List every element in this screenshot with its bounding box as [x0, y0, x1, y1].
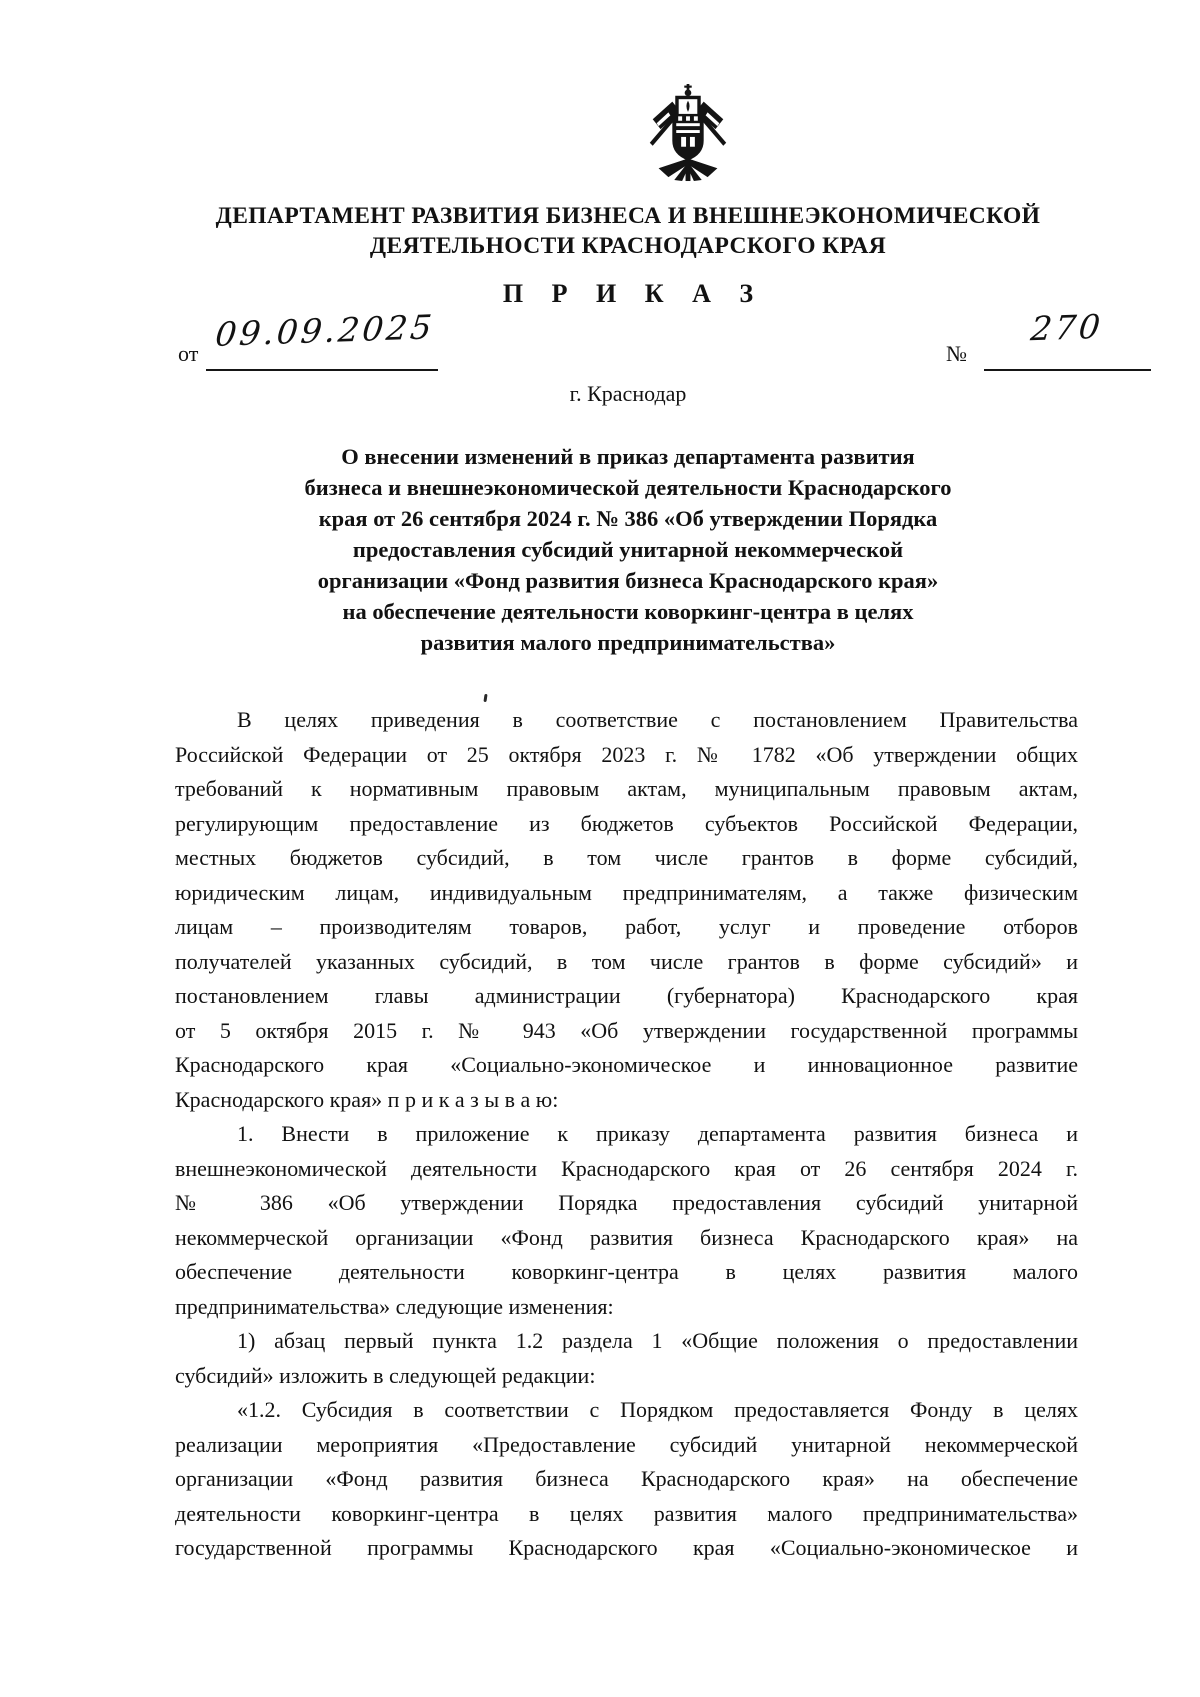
- org-name: [150, 201, 1106, 261]
- body-line: обеспечение деятельности коворкинг-центра в целях развития малого: [175, 1259, 1078, 1284]
- number-underline: [984, 369, 1151, 371]
- body-line: государственной программы Краснодарского края «Социально-экономическое и: [175, 1535, 1078, 1560]
- body-line: от 5 октября 2015 г. № 943 «Об утверждении государственной программы: [175, 1017, 1078, 1043]
- place-line: г. Краснодар: [569, 381, 687, 406]
- body-line: постановлением главы администрации (губернатора) Краснодарского края: [175, 983, 1078, 1008]
- body-line: № 386 «Об утверждении Порядка предоставления субсидий унитарной: [175, 1190, 1078, 1215]
- ink-speck: [483, 694, 487, 702]
- doc-type-title: П Р И К А З: [502, 279, 765, 308]
- body-line: организации «Фонд развития бизнеса Краснодарского края» на обеспечение: [175, 1466, 1078, 1491]
- body-line: 1) абзац первый пункта 1.2 раздела 1 «Общие положения о предоставлении: [237, 1328, 1078, 1353]
- date-prefix-label: от: [178, 341, 199, 366]
- subject-block: [150, 441, 1106, 658]
- body-line: местных бюджетов субсидий, в том числе грантов в форме субсидий,: [175, 845, 1078, 870]
- subject-line: бизнеса и внешнеэкономической деятельности Краснодарского: [304, 475, 952, 500]
- body-line: деятельности коворкинг-центра в целях развития малого предпринимательства»: [175, 1500, 1078, 1526]
- subject-line: края от 26 сентября 2024 г. № 386 «Об утверждении Порядка: [318, 506, 938, 531]
- body-line: В целях приведения в соответствие с постановлением Правительства: [237, 707, 1078, 732]
- body-line: требований к нормативным правовым актам, муниципальным правовым актам,: [175, 776, 1078, 801]
- subject-line: развития малого предпринимательства»: [420, 630, 836, 655]
- body-line: Российской Федерации от 25 октября 2023 г. № 1782 «Об утверждении общих: [175, 741, 1078, 767]
- body-line: Краснодарского края» п р и к а з ы в а ю:: [175, 1086, 559, 1112]
- body-line: «1.2. Субсидия в соответствии с Порядком предоставляется Фонду в целях: [237, 1397, 1078, 1422]
- org-name-line2: ДЕЯТЕЛЬНОСТИ КРАСНОДАРСКОГО КРАЯ: [369, 233, 887, 259]
- handwritten-date: 09.09.2025: [213, 307, 437, 354]
- body-line: некоммерческой организации «Фонд развития бизнеса Краснодарского края» на: [175, 1224, 1078, 1250]
- body-line: внешнеэкономической деятельности Краснодарского края от 26 сентября 2024 г.: [175, 1155, 1078, 1181]
- handwritten-number: 270: [1028, 306, 1106, 349]
- org-name-line1: ДЕПАРТАМЕНТ РАЗВИТИЯ БИЗНЕСА И ВНЕШНЕЭКОНОМИЧЕСКОЙ: [215, 203, 1041, 229]
- body-line: 1. Внести в приложение к приказу департамента развития бизнеса и: [237, 1121, 1078, 1146]
- subject-line: на обеспечение деятельности коворкинг-центра в целях: [342, 599, 914, 624]
- subject-line: организации «Фонд развития бизнеса Краснодарского края»: [317, 568, 939, 593]
- body-line: получателей указанных субсидий, в том числе грантов в форме субсидий» и: [175, 948, 1078, 974]
- number-label: №: [946, 341, 967, 366]
- body-text-block: [175, 703, 1078, 1566]
- subject-line: предоставления субсидий унитарной некоммерческой: [352, 537, 904, 562]
- date-underline: [206, 369, 438, 371]
- body-line: регулирующим предоставление из бюджетов субъектов Российской Федерации,: [175, 810, 1078, 836]
- subject-line: О внесении изменений в приказ департамента развития: [341, 444, 915, 469]
- body-line: лицам – производителям товаров, работ, услуг и проведение отборов: [175, 914, 1078, 939]
- body-line: реализации мероприятия «Предоставление субсидий унитарной некоммерческой: [175, 1431, 1078, 1457]
- body-line: Краснодарского края «Социально-экономическое и инновационное развитие: [175, 1052, 1078, 1077]
- krasnodar-krai-coat-of-arms-icon: [648, 84, 728, 182]
- body-line: предпринимательства» следующие изменения:: [175, 1293, 614, 1319]
- body-line: юридическим лицам, индивидуальным предпринимателям, а также физическим: [175, 879, 1078, 905]
- body-line: субсидий» изложить в следующей редакции:: [175, 1362, 596, 1388]
